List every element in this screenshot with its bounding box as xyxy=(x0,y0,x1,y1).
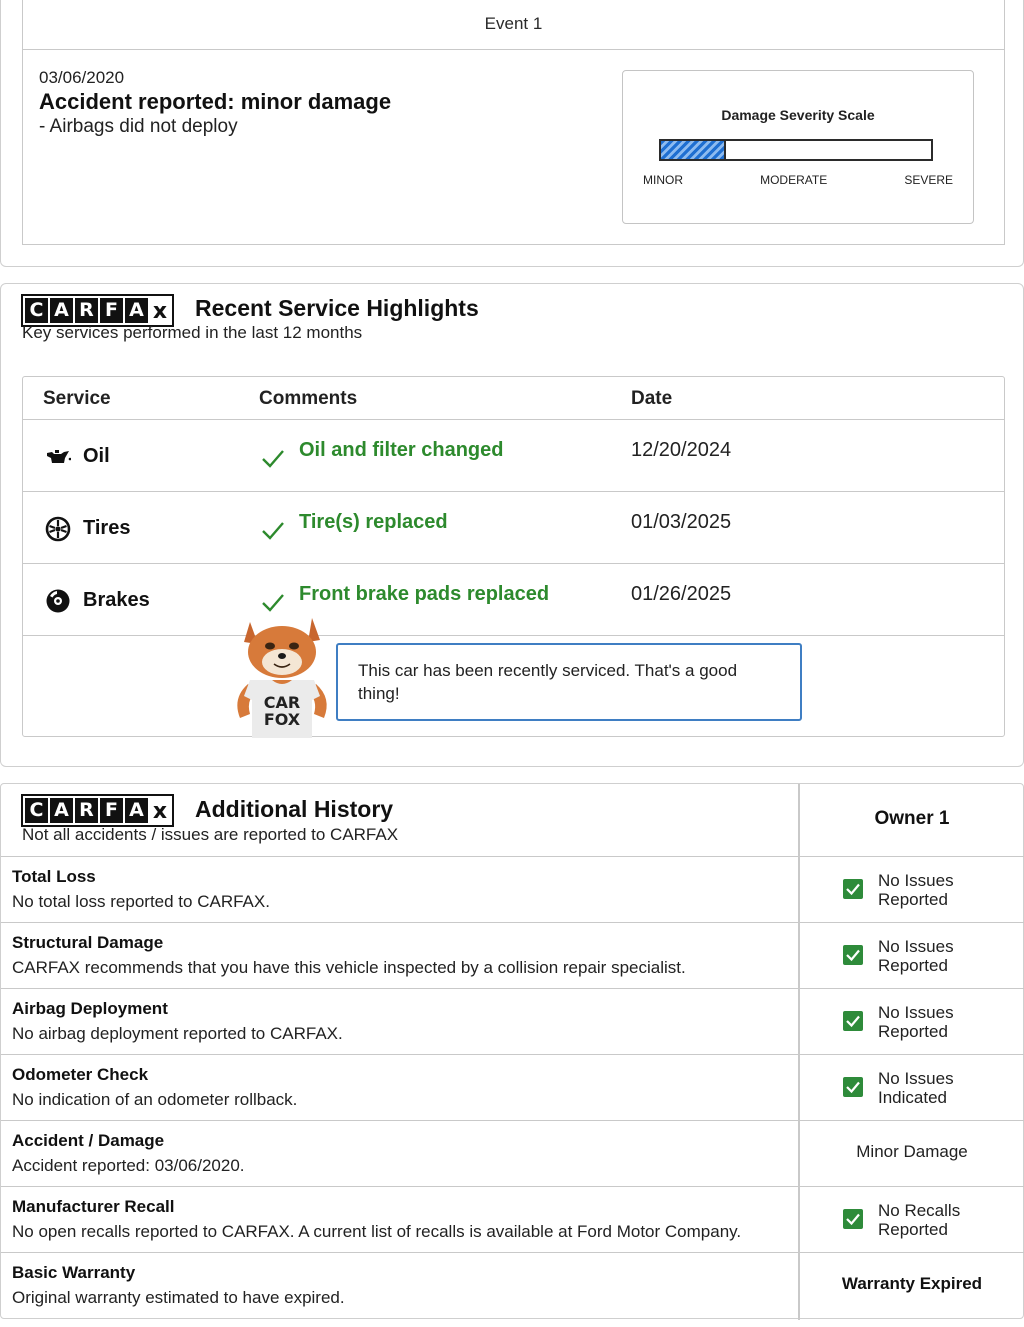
service-table xyxy=(22,376,1005,737)
history-row-title: Odometer Check xyxy=(12,1065,149,1084)
checkbox-checked-icon xyxy=(843,1209,863,1229)
event-card xyxy=(0,0,1024,267)
event-title: Accident reported: minor damage xyxy=(39,89,392,114)
history-row-status: No Issues Reported xyxy=(878,937,954,975)
brake-disc-icon xyxy=(45,588,71,614)
damage-severity-scale xyxy=(622,70,974,224)
carfax-logo: C A R F A x xyxy=(21,794,174,827)
history-row-desc: No total loss reported to CARFAX. xyxy=(12,892,270,911)
history-row-structural-damage xyxy=(1,923,1024,989)
severity-bar-fill xyxy=(661,141,726,159)
history-row-title: Structural Damage xyxy=(12,933,164,952)
service-date: 12/20/2024 xyxy=(631,439,732,461)
event-date: 03/06/2020 xyxy=(39,68,125,87)
table-row xyxy=(23,420,1004,492)
service-name: Oil xyxy=(83,445,110,467)
check-icon xyxy=(260,589,286,615)
carfax-logo: C A R F A x xyxy=(21,294,174,327)
severity-label-severe: SEVERE xyxy=(904,173,953,187)
history-section-subtitle: Not all accidents / issues are reported to CARFAX xyxy=(22,825,399,844)
carfox-mascot xyxy=(228,614,336,738)
oil-can-icon xyxy=(45,444,71,470)
history-row-status: Minor Damage xyxy=(856,1142,968,1161)
additional-history-card xyxy=(0,783,1024,1319)
history-row-title: Total Loss xyxy=(12,867,96,886)
severity-bar xyxy=(659,139,933,161)
history-row-total-loss xyxy=(1,857,1024,923)
severity-scale-title: Damage Severity Scale xyxy=(721,107,875,123)
severity-label-minor: MINOR xyxy=(643,173,683,187)
column-header-service: Service xyxy=(43,388,111,409)
history-row-title: Accident / Damage xyxy=(12,1131,165,1150)
mascot-speech-bubble: This car has been recently serviced. That's a good thing! xyxy=(336,643,802,721)
owner-column-header: Owner 1 xyxy=(874,808,950,829)
history-row-title: Airbag Deployment xyxy=(12,999,168,1018)
history-row-desc: CARFAX recommends that you have this vehicle inspected by a collision repair specialist. xyxy=(12,958,686,977)
check-icon xyxy=(260,445,286,471)
history-row-title: Basic Warranty xyxy=(12,1263,136,1282)
history-row-desc: Original warranty estimated to have expired. xyxy=(12,1288,345,1307)
mascot-shirt-line-1: CAR xyxy=(263,693,301,712)
history-header xyxy=(1,784,1024,857)
table-row xyxy=(23,564,1004,636)
event-detail: - Airbags did not deploy xyxy=(39,116,238,137)
service-comment: Front brake pads replaced xyxy=(299,583,550,605)
history-row-title: Manufacturer Recall xyxy=(12,1197,175,1216)
tire-icon xyxy=(45,516,71,542)
owner-column-divider xyxy=(798,784,800,1320)
checkbox-checked-icon xyxy=(843,1077,863,1097)
history-row-desc: Accident reported: 03/06/2020. xyxy=(12,1156,245,1175)
history-row-status: No Issues Reported xyxy=(878,871,954,909)
severity-label-moderate: MODERATE xyxy=(760,173,828,187)
checkbox-checked-icon xyxy=(843,945,863,965)
history-row-status: No Issues Indicated xyxy=(878,1069,954,1107)
event-panel xyxy=(22,0,1005,245)
service-comment: Oil and filter changed xyxy=(299,439,504,461)
column-header-comments: Comments xyxy=(259,388,358,409)
history-row-desc: No open recalls reported to CARFAX. A current list of recalls is available at Ford Motor Company. xyxy=(12,1222,742,1241)
history-row-desc: No airbag deployment reported to CARFAX. xyxy=(12,1024,343,1043)
history-row-basic-warranty xyxy=(1,1253,1024,1319)
history-row-accident-damage xyxy=(1,1121,1024,1187)
history-row-status: No Issues Reported xyxy=(878,1003,954,1041)
history-row-airbag-deployment xyxy=(1,989,1024,1055)
event-header: Event 1 xyxy=(23,0,1004,50)
checkbox-checked-icon xyxy=(843,1011,863,1031)
service-date: 01/03/2025 xyxy=(631,511,732,533)
history-row-status: No Recalls Reported xyxy=(878,1201,961,1239)
service-name: Tires xyxy=(83,517,131,539)
table-row xyxy=(23,492,1004,564)
column-header-date: Date xyxy=(631,388,673,409)
service-highlights-card xyxy=(0,283,1024,767)
service-date: 01/26/2025 xyxy=(631,583,732,605)
service-comment: Tire(s) replaced xyxy=(299,511,448,533)
history-row-odometer-check xyxy=(1,1055,1024,1121)
checkbox-checked-icon xyxy=(843,879,863,899)
service-section-title: Recent Service Highlights xyxy=(195,295,479,321)
history-row-desc: No indication of an odometer rollback. xyxy=(12,1090,298,1109)
service-name: Brakes xyxy=(83,589,150,611)
service-section-subtitle: Key services performed in the last 12 months xyxy=(22,323,363,342)
check-icon xyxy=(260,517,286,543)
history-row-status: Warranty Expired xyxy=(841,1274,983,1293)
service-table-header xyxy=(23,377,1004,420)
severity-labels xyxy=(643,173,953,187)
mascot-shirt-line-2: FOX xyxy=(263,710,301,729)
history-section-title: Additional History xyxy=(195,796,394,822)
history-row-manufacturer-recall xyxy=(1,1187,1024,1253)
